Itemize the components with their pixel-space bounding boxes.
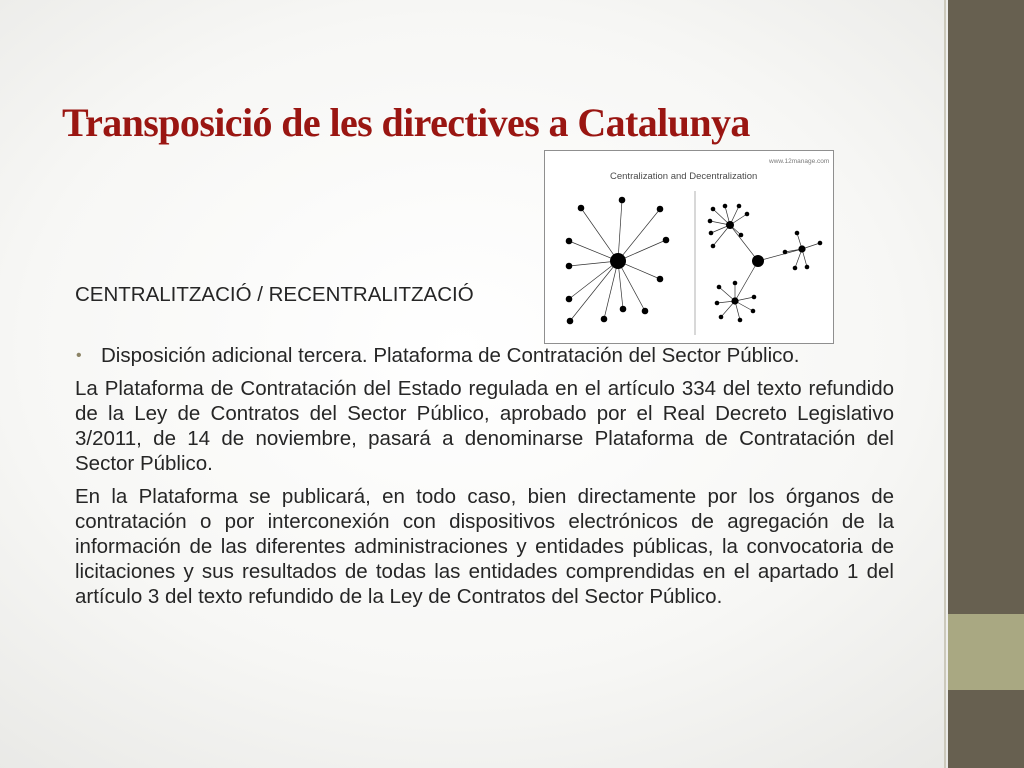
slide-body xyxy=(75,282,894,617)
figure-watermark: www.12manage.com xyxy=(769,158,830,165)
slide-title: Transposició de les directives a Catalunya xyxy=(62,99,750,145)
side-decoration-accent xyxy=(948,614,1024,690)
paragraph: La Plataforma de Contratación del Estado regulada en el artículo 334 del texto refundido de la Ley de Contratos del Sector Público, aprobado por el Real Decreto Legislativo 3/2011, de 14 de noviembre, pasará a denominarse Plataforma de Contratación del Sector Público. xyxy=(75,377,894,475)
figure-caption: Centralization and Decentralization xyxy=(610,171,758,182)
bullet-item xyxy=(75,343,894,368)
side-divider-line xyxy=(944,0,946,768)
paragraph: En la Plataforma se publicará, en todo caso, bien directamente por los órganos de contratación o por interconexión con dispositivos electrónicos de agregación de la información de las diferentes administraciones y entidades públicas, la convocatoria de licitaciones y sus resultados de todas las entidades comprendidas en el apartado 1 del artículo 3 del texto refundido de la Ley de Contratos del Sector Público. xyxy=(75,485,894,608)
section-heading: CENTRALITZACIÓ / RECENTRALITZACIÓ xyxy=(75,283,474,306)
bullet-marker: • xyxy=(76,347,82,364)
bullet-text: Disposición adicional tercera. Plataforma de Contratación del Sector Público. xyxy=(101,344,800,367)
